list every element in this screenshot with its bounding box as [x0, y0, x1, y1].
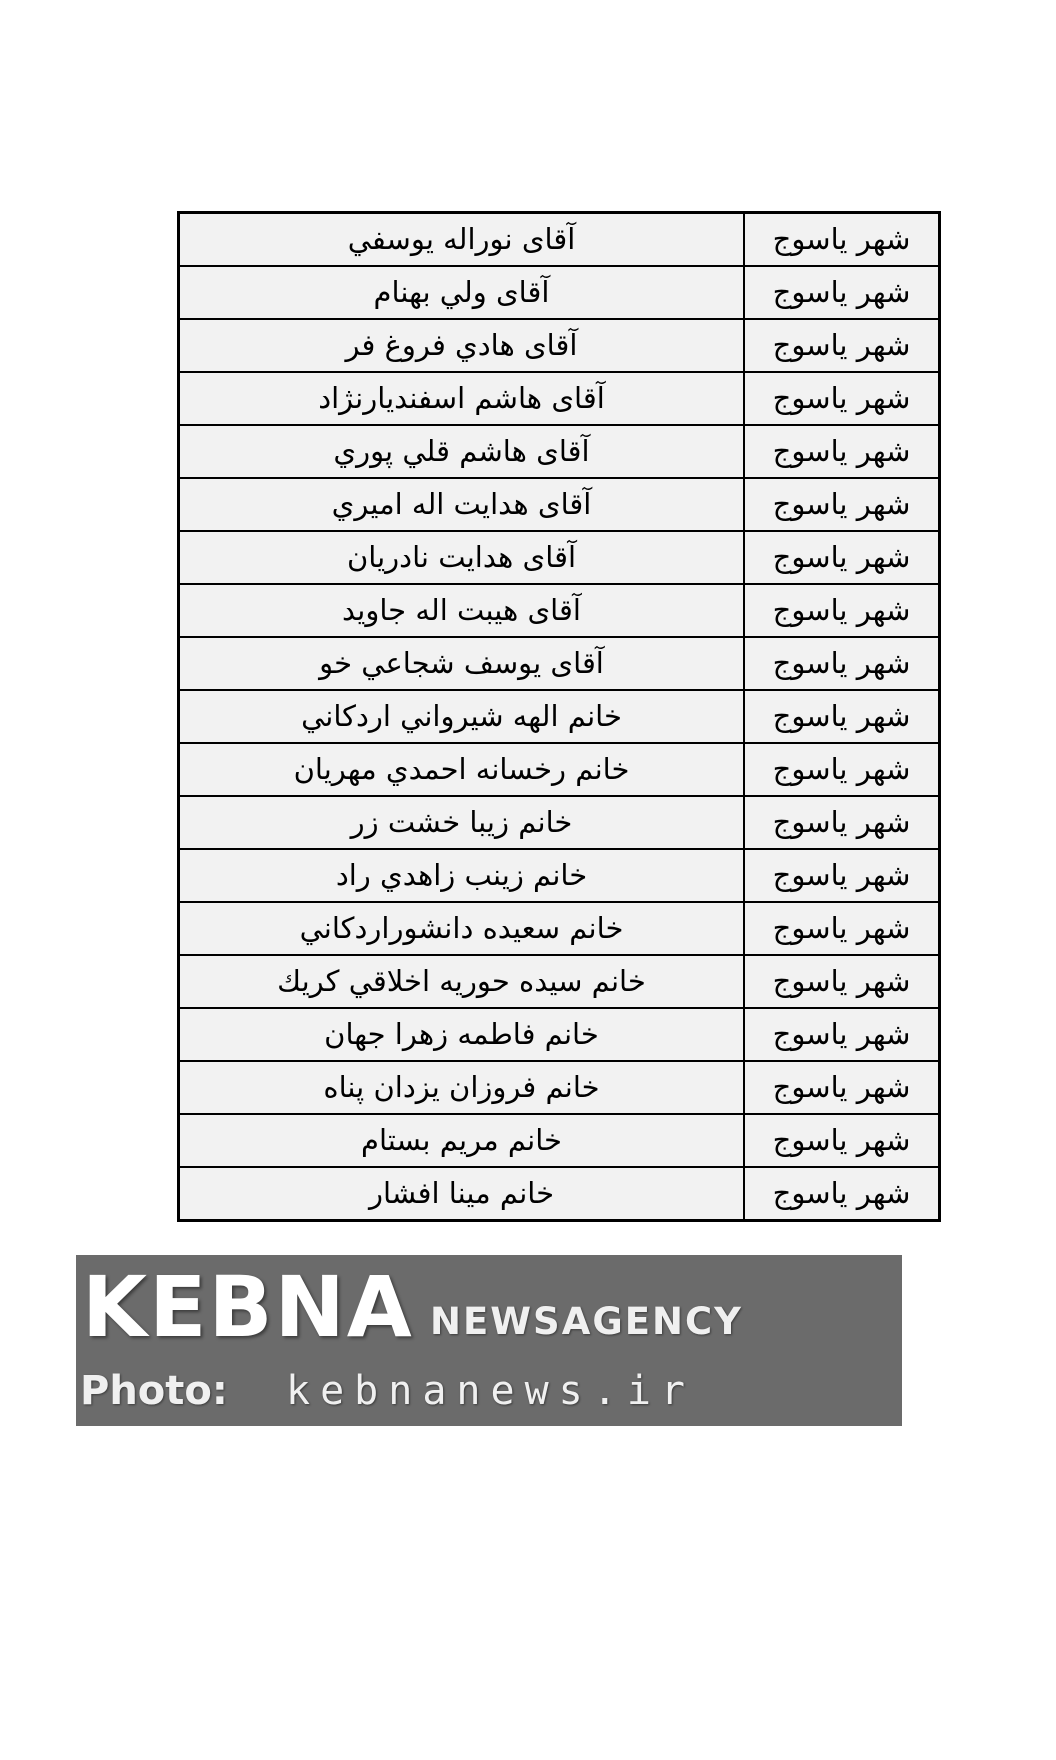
- table-row: [179, 796, 940, 849]
- table-row: [179, 955, 940, 1008]
- name-cell: خانم مريم بستام: [179, 1114, 745, 1167]
- city-cell: شهر ياسوج: [744, 425, 940, 478]
- name-cell: آقای ولي بهنام: [179, 266, 745, 319]
- city-cell: شهر ياسوج: [744, 1167, 940, 1221]
- table-row: [179, 1061, 940, 1114]
- name-cell: آقای هادي فروغ فر: [179, 319, 745, 372]
- name-cell: خانم سعيده دانشوراردكاني: [179, 902, 745, 955]
- name-cell: آقای هدايت اله اميري: [179, 478, 745, 531]
- city-cell: شهر ياسوج: [744, 531, 940, 584]
- city-cell: شهر ياسوج: [744, 849, 940, 902]
- city-cell: شهر ياسوج: [744, 584, 940, 637]
- watermark-logo: KEBNA: [82, 1258, 414, 1356]
- city-cell: شهر ياسوج: [744, 1061, 940, 1114]
- city-cell: شهر ياسوج: [744, 743, 940, 796]
- name-cell: خانم مينا افشار: [179, 1167, 745, 1221]
- table-row: [179, 266, 940, 319]
- table-row: [179, 743, 940, 796]
- city-cell: شهر ياسوج: [744, 372, 940, 425]
- city-cell: شهر ياسوج: [744, 955, 940, 1008]
- city-cell: شهر ياسوج: [744, 319, 940, 372]
- name-cell: خانم رخسانه احمدي مهريان: [179, 743, 745, 796]
- name-cell: خانم فاطمه زهرا جهان: [179, 1008, 745, 1061]
- watermark-site: kebnanews.ir: [286, 1368, 695, 1414]
- table-row: [179, 849, 940, 902]
- table-row: [179, 1167, 940, 1221]
- name-cell: آقای نوراله يوسفي: [179, 213, 745, 267]
- name-cell: آقای هدايت نادريان: [179, 531, 745, 584]
- names-table-body: [179, 213, 940, 1221]
- table-row: [179, 1114, 940, 1167]
- watermark-agency: NEWSAGENCY: [430, 1300, 743, 1343]
- table-row: [179, 1008, 940, 1061]
- watermark-banner: [76, 1255, 902, 1426]
- table-row: [179, 637, 940, 690]
- name-cell: آقای هاشم اسفنديارنژاد: [179, 372, 745, 425]
- table-row: [179, 690, 940, 743]
- name-cell: آقای يوسف شجاعي خو: [179, 637, 745, 690]
- table-row: [179, 584, 940, 637]
- names-table: [177, 211, 941, 1222]
- table-row: [179, 902, 940, 955]
- table-row: [179, 319, 940, 372]
- name-cell: خانم فروزان يزدان پناه: [179, 1061, 745, 1114]
- table-row: [179, 531, 940, 584]
- city-cell: شهر ياسوج: [744, 637, 940, 690]
- name-cell: خانم سيده حوريه اخلاقي كريك: [179, 955, 745, 1008]
- city-cell: شهر ياسوج: [744, 1114, 940, 1167]
- name-cell: خانم الهه شيرواني اردكاني: [179, 690, 745, 743]
- name-cell: خانم زيبا خشت زر: [179, 796, 745, 849]
- city-cell: شهر ياسوج: [744, 902, 940, 955]
- city-cell: شهر ياسوج: [744, 266, 940, 319]
- city-cell: شهر ياسوج: [744, 213, 940, 267]
- city-cell: شهر ياسوج: [744, 478, 940, 531]
- name-cell: آقای هيبت اله جاويد: [179, 584, 745, 637]
- city-cell: شهر ياسوج: [744, 796, 940, 849]
- name-cell: خانم زينب زاهدي راد: [179, 849, 745, 902]
- table-row: [179, 372, 940, 425]
- table-row: [179, 425, 940, 478]
- name-cell: آقای هاشم قلي پوري: [179, 425, 745, 478]
- city-cell: شهر ياسوج: [744, 1008, 940, 1061]
- table-row: [179, 478, 940, 531]
- watermark-photo-label: Photo:: [80, 1368, 228, 1414]
- table-row: [179, 213, 940, 267]
- city-cell: شهر ياسوج: [744, 690, 940, 743]
